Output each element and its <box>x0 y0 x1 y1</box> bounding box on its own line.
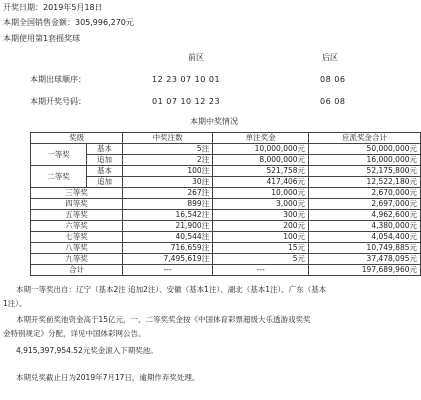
total-cell: 50,000,000元 <box>309 144 421 155</box>
prize-cell: 10,000,000元 <box>213 144 309 155</box>
total-cell: 4,054,400元 <box>309 232 421 243</box>
level-cell: 三等奖 <box>31 188 123 199</box>
table-row <box>31 210 421 221</box>
draw-numbers-front: 01 07 10 12 23 <box>152 97 221 106</box>
total-cell: 12,522,180元 <box>309 177 421 188</box>
count-cell: 40,544注 <box>123 232 213 243</box>
sub-cell: 追加 <box>86 155 122 166</box>
total-cell: 16,000,000元 <box>309 155 421 166</box>
sub-cell: 基本 <box>86 166 122 177</box>
prize-cell: 8,000,000元 <box>213 155 309 166</box>
table-row <box>31 166 421 177</box>
level-cell: 二等奖 <box>31 166 87 188</box>
count-cell: 21,900注 <box>123 221 213 232</box>
deadline-note: 本期兑奖截止日为2019年7月17日，逾期作弃奖处理。 <box>16 373 200 382</box>
draw-numbers-label: 本期开奖号码： <box>30 97 86 106</box>
back-zone-label: 后区 <box>322 53 338 62</box>
winners-note-line1: 本期一等奖出自：辽宁（基本2注 追加2注）、安徽（基本1注）、湖北（基本1注）、广东（基本 <box>16 285 327 294</box>
total-cell: 4,962,600元 <box>309 210 421 221</box>
count-cell: 716,659注 <box>123 243 213 254</box>
winners-note-line2: 1注）。 <box>3 299 27 308</box>
header-level: 奖级 <box>31 133 123 144</box>
prize-cell: 200元 <box>213 221 309 232</box>
count-cell: 7,495,619注 <box>123 254 213 265</box>
table-row <box>31 155 421 166</box>
level-cell: 合计 <box>31 265 123 276</box>
sub-cell: 基本 <box>86 144 122 155</box>
table-row <box>31 243 421 254</box>
total-cell: 2,670,000元 <box>309 188 421 199</box>
prize-cell: 3,000元 <box>213 199 309 210</box>
level-cell: 八等奖 <box>31 243 123 254</box>
table-row <box>31 199 421 210</box>
count-cell: 30注 <box>123 177 213 188</box>
sales-amount: 本期全国销售金额：305,996,270元 <box>3 18 134 27</box>
level-cell: 六等奖 <box>31 221 123 232</box>
total-cell: 10,749,885元 <box>309 243 421 254</box>
rollover-note: 4,915,397,954.52元奖金滚入下期奖池。 <box>16 346 158 355</box>
pool-note-line2: 金特别规定》分配，详见中国体彩网公告。 <box>3 329 146 338</box>
draw-date: 开奖日期：2019年5月18日 <box>3 3 103 12</box>
total-cell: 37,478,095元 <box>309 254 421 265</box>
prize-cell: 521,758元 <box>213 166 309 177</box>
prize-cell: 300元 <box>213 210 309 221</box>
count-cell: --- <box>123 265 213 276</box>
total-cell: 4,380,000元 <box>309 221 421 232</box>
table-row <box>31 188 421 199</box>
prize-cell: --- <box>213 265 309 276</box>
sub-cell: 追加 <box>86 177 122 188</box>
table-total-row <box>31 265 421 276</box>
level-cell: 一等奖 <box>31 144 87 166</box>
pool-note-line1: 本期开奖前奖池资金高于15亿元，一、二等奖奖金按《中国体育彩票超级大乐透游戏奖奖 <box>16 315 311 324</box>
header-total: 应派奖金合计 <box>309 133 421 144</box>
draw-numbers-back: 06 08 <box>320 97 346 106</box>
prize-table <box>30 132 421 276</box>
ball-set: 本期使用第1套摇奖球 <box>3 34 81 43</box>
draw-order-front: 12 23 07 10 01 <box>152 75 221 84</box>
prize-cell: 15元 <box>213 243 309 254</box>
level-cell: 七等奖 <box>31 232 123 243</box>
table-row <box>31 221 421 232</box>
total-cell: 52,175,800元 <box>309 166 421 177</box>
count-cell: 5注 <box>123 144 213 155</box>
table-row <box>31 177 421 188</box>
prize-cell: 5元 <box>213 254 309 265</box>
count-cell: 16,542注 <box>123 210 213 221</box>
front-zone-label: 前区 <box>188 53 204 62</box>
prize-cell: 100元 <box>213 232 309 243</box>
header-prize: 单注奖金 <box>213 133 309 144</box>
count-cell: 267注 <box>123 188 213 199</box>
count-cell: 899注 <box>123 199 213 210</box>
count-cell: 2注 <box>123 155 213 166</box>
table-header-row <box>31 133 421 144</box>
total-cell: 2,697,000元 <box>309 199 421 210</box>
level-cell: 四等奖 <box>31 199 123 210</box>
header-count: 中奖注数 <box>123 133 213 144</box>
level-cell: 五等奖 <box>31 210 123 221</box>
count-cell: 100注 <box>123 166 213 177</box>
draw-order-label: 本期出球顺序： <box>30 75 86 84</box>
table-title: 本期中奖情况 <box>190 117 238 126</box>
total-cell: 197,689,960元 <box>309 265 421 276</box>
level-cell: 九等奖 <box>31 254 123 265</box>
prize-cell: 10,000元 <box>213 188 309 199</box>
table-row <box>31 254 421 265</box>
draw-order-back: 08 06 <box>320 75 346 84</box>
table-row <box>31 232 421 243</box>
table-row <box>31 144 421 155</box>
prize-cell: 417,406元 <box>213 177 309 188</box>
